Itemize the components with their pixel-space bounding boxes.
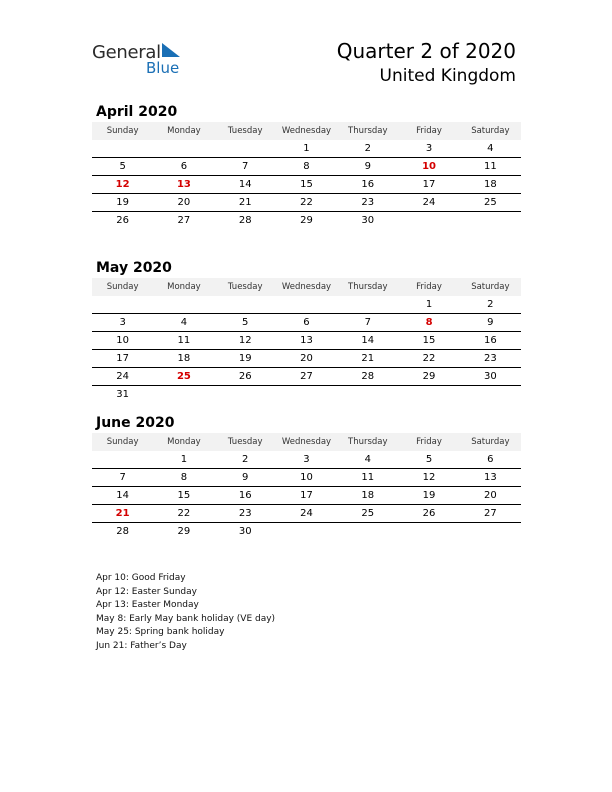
day-cell: 14 [337,332,398,350]
day-cell: 17 [276,487,337,505]
day-cell [92,451,153,469]
day-cell: 26 [116,215,129,226]
day-cell: 17 [92,350,153,368]
day-cell: 11 [460,158,521,176]
day-cell: 30 [361,215,375,226]
weekday-header: Thursday [337,278,398,296]
day-cell: 25 [153,368,214,386]
weekday-header-row [92,122,521,140]
day-cell: 13 [153,176,214,194]
day-cell: 20 [153,194,214,212]
day-cell: 31 [116,389,129,400]
week-row [92,505,521,523]
day-cell [398,386,459,404]
day-cell: 28 [238,215,252,226]
weekday-header-row [92,433,521,451]
day-cell: 9 [460,314,521,332]
day-cell: 11 [153,332,214,350]
day-cell [460,386,521,404]
weekday-header: Thursday [337,122,398,140]
day-cell: 5 [398,451,459,469]
day-cell: 8 [398,314,459,332]
week-row [92,368,521,386]
day-cell: 26 [215,368,276,386]
day-cell [337,523,398,541]
day-cell: 25 [337,505,398,523]
day-cell: 2 [460,296,521,314]
day-cell: 5 [215,314,276,332]
day-cell: 2 [215,451,276,469]
day-cell: 7 [92,469,153,487]
day-cell [215,140,276,158]
weekday-header: Monday [153,278,214,296]
day-cell: 18 [460,176,521,194]
day-cell: 4 [153,314,214,332]
day-cell: 28 [337,368,398,386]
day-cell: 15 [153,487,214,505]
day-cell: 10 [276,469,337,487]
day-cell [215,296,276,314]
day-cell: 10 [398,158,459,176]
day-cell: 16 [337,176,398,194]
day-cell: 22 [276,194,337,212]
week-row [92,451,521,469]
day-cell: 13 [460,469,521,487]
weekday-header: Wednesday [276,122,337,140]
weekday-header: Sunday [92,278,153,296]
weekday-header: Sunday [92,433,153,451]
weekday-header: Friday [398,433,459,451]
week-row [92,314,521,332]
day-cell: 20 [460,487,521,505]
calendar-table [92,433,521,540]
weekday-header: Friday [398,122,459,140]
day-cell: 27 [460,505,521,523]
day-cell: 18 [337,487,398,505]
week-row [92,194,521,212]
weekday-header: Tuesday [215,122,276,140]
day-cell: 29 [398,368,459,386]
week-row [92,176,521,194]
day-cell: 16 [460,332,521,350]
day-cell [337,386,398,404]
logo-triangle-icon [162,43,182,59]
day-cell: 18 [153,350,214,368]
month-june [92,413,521,540]
day-cell: 22 [398,350,459,368]
day-cell [215,386,276,404]
day-cell: 24 [92,368,153,386]
day-cell: 1 [276,140,337,158]
weekday-header: Sunday [92,122,153,140]
country-name: United Kingdom [379,66,516,86]
day-cell: 6 [153,158,214,176]
day-cell: 13 [276,332,337,350]
day-cell: 29 [177,526,191,537]
weekday-header-row [92,278,521,296]
day-cell: 9 [215,469,276,487]
day-cell: 15 [276,176,337,194]
day-cell: 5 [92,158,153,176]
day-cell: 23 [337,194,398,212]
weekday-header: Tuesday [215,433,276,451]
holiday-note: Jun 21: Father’s Day [96,640,187,651]
day-cell [276,523,337,541]
month-april [92,102,521,229]
day-cell [398,212,459,230]
week-row [92,212,521,230]
day-cell: 3 [92,314,153,332]
week-row [92,469,521,487]
day-cell: 26 [398,505,459,523]
day-cell: 11 [337,469,398,487]
day-cell: 23 [215,505,276,523]
day-cell: 14 [92,487,153,505]
day-cell: 29 [300,215,313,226]
week-row [92,386,521,404]
calendar-table [92,122,521,229]
day-cell: 27 [276,368,337,386]
day-cell: 12 [398,469,459,487]
logo-blue-text: Blue [146,59,180,77]
weekday-header: Wednesday [276,278,337,296]
day-cell: 17 [398,176,459,194]
holiday-note: May 8: Early May bank holiday (VE day) [96,613,276,624]
weekday-header: Tuesday [215,278,276,296]
day-cell: 20 [276,350,337,368]
day-cell: 19 [398,487,459,505]
day-cell: 27 [177,215,191,226]
day-cell [398,523,459,541]
weekday-header: Saturday [460,278,521,296]
month-may [92,258,521,403]
day-cell: 23 [460,350,521,368]
day-cell: 10 [92,332,153,350]
day-cell: 2 [337,140,398,158]
day-cell: 1 [398,296,459,314]
week-row [92,158,521,176]
day-cell [92,296,153,314]
day-cell: 22 [153,505,214,523]
day-cell: 9 [337,158,398,176]
generalblue-logo [92,40,192,80]
holiday-notes [96,572,275,654]
day-cell: 6 [460,451,521,469]
holiday-note: Apr 13: Easter Monday [96,600,199,611]
week-row [92,296,521,314]
weekday-header: Thursday [337,433,398,451]
day-cell: 24 [276,505,337,523]
day-cell: 14 [215,176,276,194]
month-title: May 2020 [96,260,172,276]
day-cell: 8 [276,158,337,176]
day-cell: 25 [460,194,521,212]
day-cell: 4 [460,140,521,158]
day-cell [460,212,521,230]
day-cell [92,140,153,158]
calendar-table [92,278,521,403]
day-cell: 19 [92,194,153,212]
day-cell: 28 [116,526,129,537]
day-cell: 7 [215,158,276,176]
weekday-header: Saturday [460,433,521,451]
weekday-header: Wednesday [276,433,337,451]
week-row [92,332,521,350]
day-cell [460,523,521,541]
day-cell: 24 [398,194,459,212]
day-cell: 12 [92,176,153,194]
day-cell: 7 [337,314,398,332]
week-row [92,523,521,541]
day-cell: 6 [276,314,337,332]
day-cell: 19 [215,350,276,368]
month-title: April 2020 [96,104,178,120]
weekday-header: Monday [153,122,214,140]
day-cell: 30 [238,526,252,537]
weekday-header: Friday [398,278,459,296]
holiday-note: Apr 10: Good Friday [96,573,186,583]
holiday-note: Apr 12: Easter Sunday [96,586,197,597]
holiday-note: May 25: Spring bank holiday [96,627,225,638]
day-cell: 12 [215,332,276,350]
week-row [92,140,521,158]
day-cell [337,296,398,314]
day-cell: 16 [215,487,276,505]
week-row [92,350,521,368]
day-cell: 21 [215,194,276,212]
day-cell: 3 [276,451,337,469]
day-cell: 15 [398,332,459,350]
day-cell: 21 [337,350,398,368]
month-title: June 2020 [96,415,175,431]
logo-general-text: General [92,42,161,63]
day-cell [153,296,214,314]
day-cell [153,386,214,404]
weekday-header: Saturday [460,122,521,140]
day-cell: 1 [153,451,214,469]
day-cell [276,386,337,404]
day-cell [153,140,214,158]
page-title: Quarter 2 of 2020 [336,39,516,63]
day-cell: 4 [337,451,398,469]
weekday-header: Monday [153,433,214,451]
day-cell: 21 [92,505,153,523]
day-cell: 30 [460,368,521,386]
day-cell: 8 [153,469,214,487]
week-row [92,487,521,505]
day-cell [276,296,337,314]
day-cell: 3 [398,140,459,158]
